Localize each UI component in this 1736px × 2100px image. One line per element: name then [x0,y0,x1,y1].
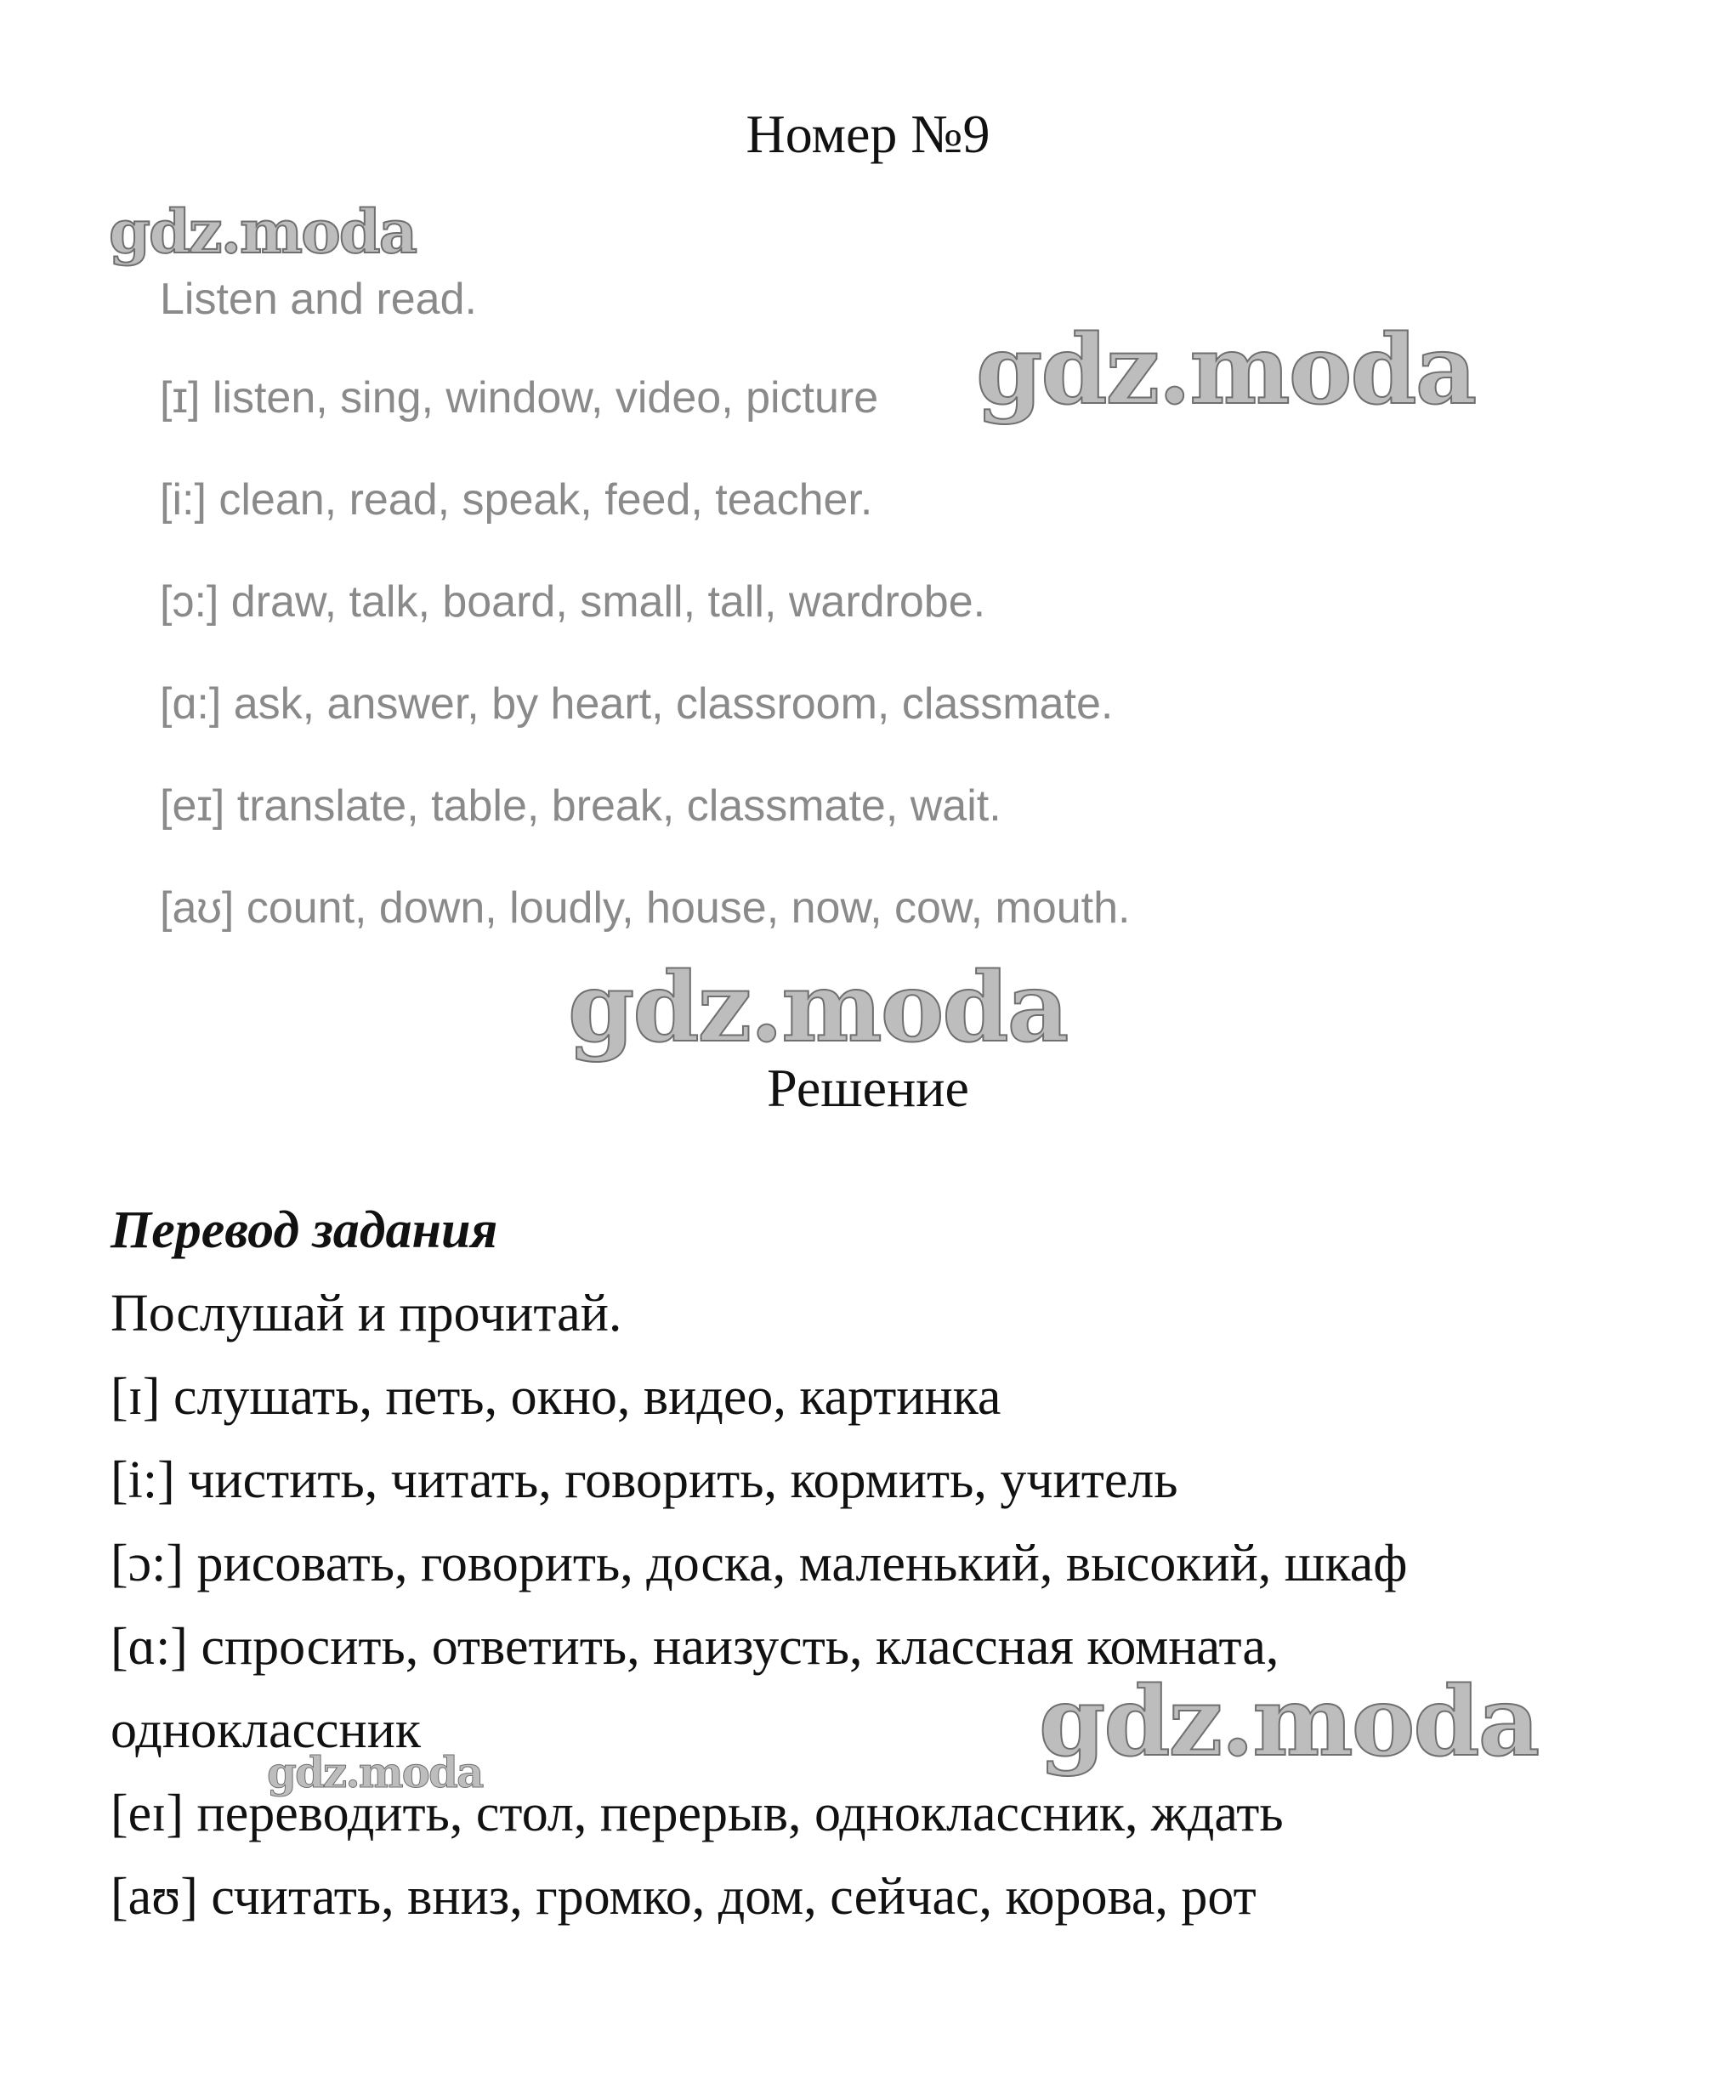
watermark: gdz.moda [267,1747,483,1797]
translation-heading: Перевод задания [111,1201,498,1259]
exercise-line [160,464,1401,536]
exercise-line [160,668,1401,740]
translation-line: [aʊ] считать, вниз, громко, дом, сейчас, корова, рот [111,1868,1257,1926]
sound-symbol: [ɑ:] [160,679,222,729]
translation-line: [eɪ] переводить, стол, перерыв, одноклассник, ждать [111,1785,1284,1842]
translation-block [111,1189,1658,1938]
sound-symbol: [eɪ] [160,781,225,831]
page-title: Номер №9 [746,104,990,164]
sound-words: translate, table, break, classmate, wait. [236,781,1001,831]
exercise-line [160,566,1401,638]
sound-words: ask, answer, by heart, classroom, classmate. [233,679,1114,729]
translation-line: [ɔ:] рисовать, говорить, доска, маленький, высокий, шкаф [111,1535,1408,1592]
watermark: gdz.moda [976,315,1476,426]
solution-title: Решение [767,1058,969,1118]
watermark: gdz.moda [1039,1666,1539,1778]
translation-line: [i:] чистить, читать, говорить, кормить, учитель [111,1451,1178,1509]
sound-symbol: [ɔ:] [160,577,219,627]
sound-symbol: [aʊ] [160,883,235,933]
exercise-line [160,872,1401,944]
sound-symbol: [i:] [160,475,207,525]
sound-symbol: [ɪ] [160,373,201,423]
sound-words: draw, talk, board, small, tall, wardrobe. [230,577,986,627]
translation-instruction: Послушай и прочитай. [111,1285,622,1342]
sound-words: listen, sing, window, video, picture [212,373,879,423]
watermark: gdz.moda [568,952,1068,1064]
sound-words: count, down, loudly, house, now, cow, mouth. [246,883,1131,933]
exercise-instruction: Listen and read. [160,275,477,324]
translation-line: [ɑ:] спросить, ответить, наизусть, классная комната, [111,1618,1279,1676]
watermark: gdz.moda [109,196,417,267]
translation-line: одноклассник [111,1701,422,1759]
translation-line: [ɪ] слушать, петь, окно, видео, картинка [111,1368,1001,1426]
exercise-line [160,770,1401,842]
sound-words: clean, read, speak, feed, teacher. [218,475,873,525]
